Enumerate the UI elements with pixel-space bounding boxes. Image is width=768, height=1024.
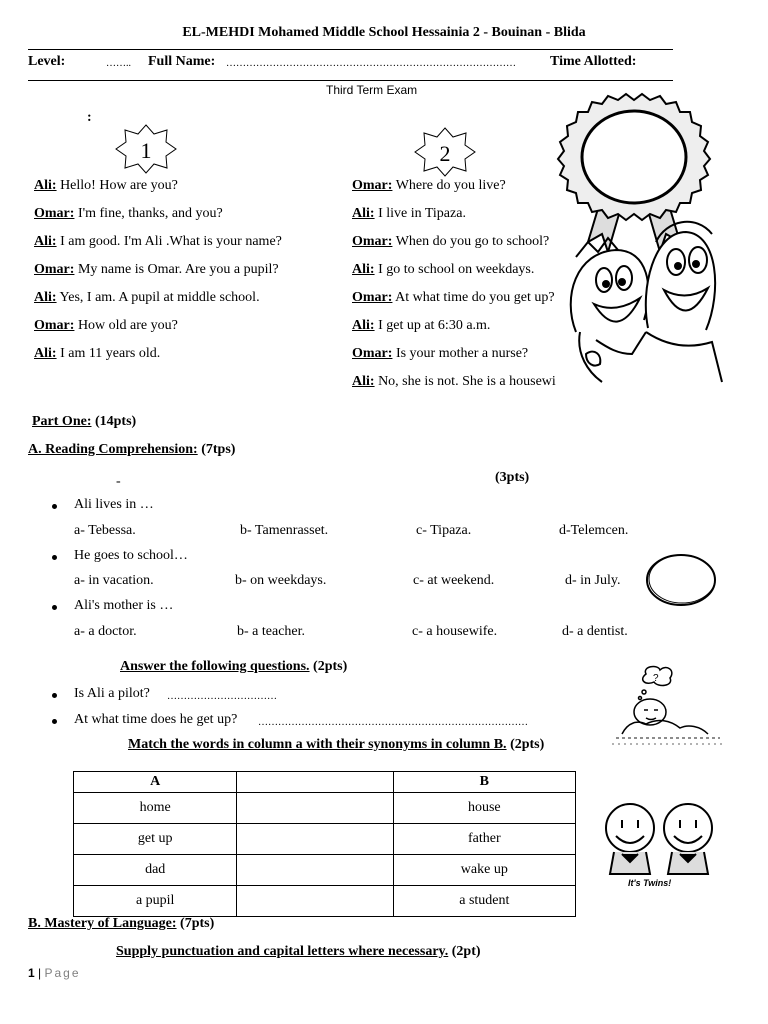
thinking-person-illustration	[608, 664, 724, 748]
mcq-option[interactable]: d- in July.	[565, 573, 621, 588]
badge-number-2: 2	[439, 141, 451, 166]
dialogue-line: Ali: I go to school on weekdays.	[352, 262, 535, 277]
mcq-option[interactable]: b- a teacher.	[237, 624, 306, 639]
question-2: At what time does he get up?	[74, 712, 238, 727]
svg-text:?: ?	[653, 673, 659, 684]
header-rule-top	[28, 49, 673, 50]
mcq-option[interactable]: b- Tamenrasset.	[240, 523, 329, 538]
mcq-option[interactable]: c- at weekend.	[413, 573, 495, 588]
dialogue-line: Ali: No, she is not. She is a housewi	[352, 374, 556, 389]
table-row	[74, 793, 576, 824]
bullet	[52, 555, 57, 560]
dialogue-line: Ali: Hello! How are you?	[34, 178, 178, 193]
word-b: house	[393, 793, 575, 824]
page-number: 1	[28, 966, 35, 980]
dialogue-line: Omar: At what time do you get up?	[352, 290, 555, 305]
rosette-boys-icon	[536, 92, 732, 392]
part-one-heading: Part One: (14pts)	[32, 414, 137, 429]
mcq-option[interactable]: d-Telemcen.	[559, 523, 629, 538]
bullet	[52, 693, 57, 698]
supply-heading: Supply punctuation and capital letters where necessary. (2pt)	[116, 944, 481, 959]
table-row	[74, 855, 576, 886]
mcq-stem-3: Ali's mother is …	[74, 598, 174, 613]
word-a: dad	[74, 855, 237, 886]
dialogue-line: Ali: Yes, I am. A pupil at middle school.	[34, 290, 260, 305]
dialogue-line: Omar: How old are you?	[34, 318, 178, 333]
dialogue-line: Ali: I live in Tipaza.	[352, 206, 466, 221]
match-heading: Match the words in column a with their synonyms in column B. (2pts)	[128, 737, 545, 752]
mcq-stem-1: Ali lives in …	[74, 497, 154, 512]
boys-with-rosette-illustration	[536, 92, 732, 392]
mcq-option[interactable]: c- a housewife.	[412, 624, 498, 639]
exam-title: Third Term Exam	[326, 83, 418, 97]
twins-caption: It's Twins!	[628, 878, 672, 888]
school-title: EL-MEHDI Mohamed Middle School Hessainia 2 - Bouinan - Blida	[182, 25, 586, 40]
bullet	[52, 605, 57, 610]
mcq-option[interactable]: b- on weekdays.	[235, 573, 327, 588]
column-b-header: B	[393, 772, 575, 793]
word-a: home	[74, 793, 237, 824]
mcq-option[interactable]: a- in vacation.	[74, 573, 154, 588]
table-row	[74, 886, 576, 917]
reading-comprehension-heading: A. Reading Comprehension: (7tps)	[28, 442, 236, 457]
answer-1-blank[interactable]: ……………………………	[167, 691, 277, 702]
match-cell[interactable]	[237, 824, 393, 855]
word-b: father	[393, 824, 575, 855]
synonyms-table	[73, 771, 576, 917]
dialogue-line: Omar: My name is Omar. Are you a pupil?	[34, 262, 279, 277]
dialogue-line: Omar: Where do you live?	[352, 178, 506, 193]
level-dots: ……..	[106, 58, 131, 69]
full-name-label: Full Name:	[148, 54, 216, 69]
dialogue-line: Ali: I get up at 6:30 a.m.	[352, 318, 491, 333]
thinking-person-icon	[608, 664, 724, 748]
bullet	[52, 504, 57, 509]
task-dash: -	[116, 474, 121, 489]
mcq-option[interactable]: a- a doctor.	[74, 624, 137, 639]
badge-number-1: 1	[140, 138, 152, 163]
footer-separator: |	[34, 966, 45, 980]
circle-sketch-icon	[644, 552, 718, 608]
table-row	[74, 824, 576, 855]
table-header-row	[74, 772, 576, 793]
dialogue-one	[34, 178, 282, 374]
dialogue-line: Ali: I am good. I'm Ali .What is your name?	[34, 234, 282, 249]
dialogue-line: Omar: I'm fine, thanks, and you?	[34, 206, 223, 221]
header-rule-bottom	[28, 80, 673, 81]
twins-illustration	[600, 800, 720, 896]
dialogue-line: Omar: When do you go to school?	[352, 234, 550, 249]
word-b: a student	[393, 886, 575, 917]
mcq-option[interactable]: c- Tipaza.	[416, 523, 472, 538]
star-badge-2	[414, 127, 476, 177]
level-label: Level:	[28, 54, 66, 69]
page-footer	[28, 966, 81, 980]
full-name-dots: ……………………………………………………………………………	[226, 58, 516, 69]
twins-icon	[600, 800, 720, 880]
bullet	[52, 719, 57, 724]
word-a: a pupil	[74, 886, 237, 917]
dialogue-line: Omar: Is your mother a nurse?	[352, 346, 529, 361]
dialogue-line: Ali: I am 11 years old.	[34, 346, 161, 361]
answer-questions-heading: Answer the following questions. (2pts)	[120, 659, 348, 674]
match-cell[interactable]	[237, 793, 393, 824]
question-1: Is Ali a pilot?	[74, 686, 150, 701]
word-a: get up	[74, 824, 237, 855]
mcq-stem-2: He goes to school…	[74, 548, 188, 563]
mcq-option[interactable]: d- a dentist.	[562, 624, 628, 639]
instruction-colon: :	[87, 110, 92, 125]
match-cell[interactable]	[237, 886, 393, 917]
time-allotted-label: Time Allotted:	[550, 54, 637, 69]
task-one-points: (3pts)	[495, 470, 530, 485]
answer-2-blank[interactable]: ………………………………………………………………………	[258, 717, 528, 728]
match-cell[interactable]	[237, 855, 393, 886]
mastery-heading: B. Mastery of Language: (7pts)	[28, 916, 215, 931]
match-column-header	[237, 772, 393, 793]
mcq-option[interactable]: a- Tebessa.	[74, 523, 136, 538]
answer-circle-sketch	[644, 552, 718, 608]
word-b: wake up	[393, 855, 575, 886]
star-badge-1	[115, 124, 177, 174]
page-label: Page	[44, 966, 81, 980]
column-a-header: A	[74, 772, 237, 793]
